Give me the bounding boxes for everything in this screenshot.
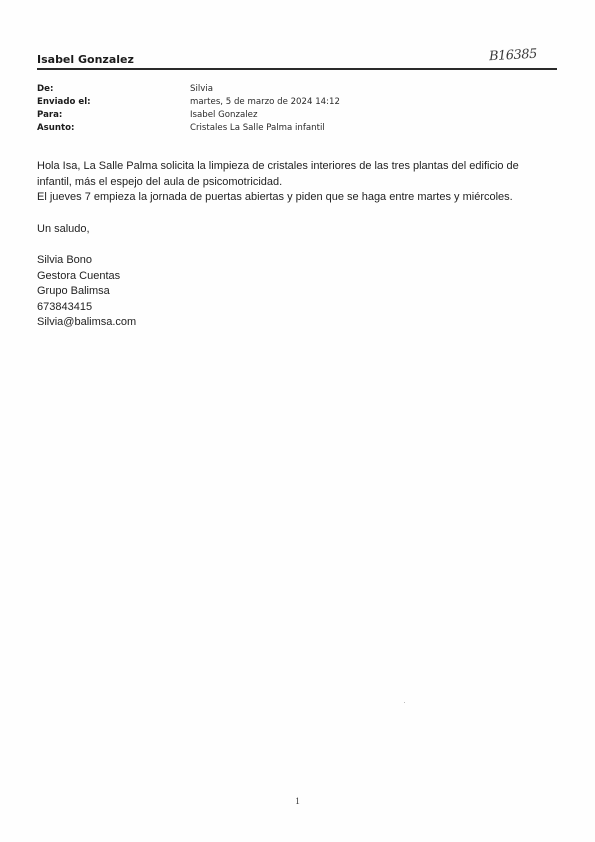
meta-label-sent: Enviado el:: [37, 97, 91, 107]
body-line-3: El jueves 7 empieza la jornada de puertas abiertas y piden que se haga entre martes y miércoles.: [37, 191, 513, 203]
spacer: [37, 206, 557, 222]
meta-label-from: De:: [37, 84, 54, 94]
header-divider: [37, 68, 557, 70]
greeting: Un saludo,: [37, 222, 90, 235]
email-metadata: [37, 83, 557, 135]
meta-row-to: [37, 109, 557, 122]
signature-phone: 673843415: [37, 300, 93, 313]
meta-row-from: [37, 83, 557, 96]
meta-label-to: Para:: [37, 110, 63, 120]
signature-email: Silvia@balimsa.com: [37, 316, 137, 328]
scan-speck: [404, 702, 405, 703]
signature-role: Gestora Cuentas: [37, 269, 121, 282]
meta-label-subject: Asunto:: [37, 123, 75, 133]
body-line-2: infantil, más el espejo del aula de psicomotricidad.: [37, 175, 283, 188]
meta-row-subject: [37, 122, 557, 135]
page-number: 1: [295, 796, 300, 806]
spacer: [37, 237, 557, 253]
handwritten-reference-number: B16385: [488, 46, 538, 65]
body-line-1: Hola Isa, La Salle Palma solicita la limpieza de cristales interiores de las tres plantas del edificio de: [37, 160, 519, 172]
meta-row-sent: [37, 96, 557, 109]
sender-name-heading: Isabel Gonzalez: [37, 53, 134, 66]
signature-name: Silvia Bono: [37, 254, 93, 266]
meta-value-to: Isabel Gonzalez: [190, 110, 258, 120]
email-body: [37, 159, 557, 331]
meta-value-from: Silvia: [190, 84, 213, 94]
signature-company: Grupo Balimsa: [37, 285, 110, 297]
meta-value-sent: martes, 5 de marzo de 2024 14:12: [190, 97, 340, 107]
meta-value-subject: Cristales La Salle Palma infantil: [190, 123, 325, 133]
